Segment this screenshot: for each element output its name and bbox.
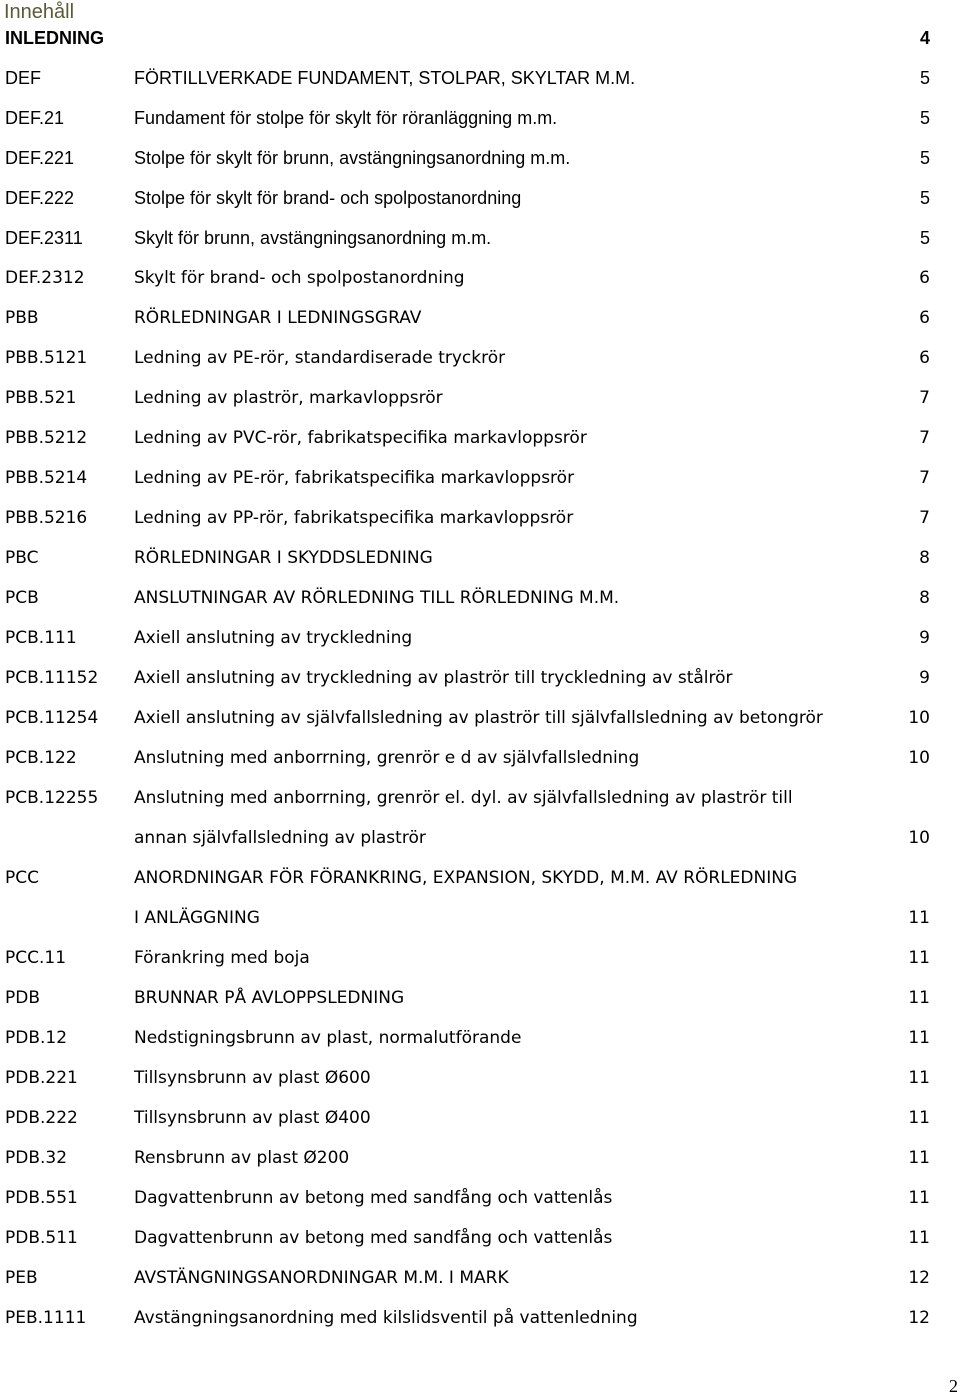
- toc-page: 5: [919, 188, 930, 208]
- toc-row[interactable]: [0, 66, 960, 90]
- toc-row[interactable]: [0, 866, 960, 890]
- toc-row[interactable]: [0, 626, 960, 650]
- toc-row[interactable]: [0, 346, 960, 370]
- toc-page: 11: [908, 1108, 930, 1128]
- toc-page: 5: [919, 68, 930, 88]
- toc-row[interactable]: [0, 386, 960, 410]
- toc-page: 11: [908, 1028, 930, 1048]
- toc-title: AVSTÄNGNINGSANORDNINGAR M.M. I MARK: [134, 1268, 509, 1288]
- toc-title: Skylt för brunn, avstängningsanordning m.m.: [134, 228, 492, 248]
- toc-code: PDB.551: [5, 1188, 78, 1208]
- toc-code: PCB: [5, 588, 39, 608]
- toc-code: PEB.1111: [5, 1308, 87, 1328]
- toc-code: DEF.21: [5, 108, 65, 128]
- toc-title: BRUNNAR PÅ AVLOPPSLEDNING: [134, 988, 405, 1008]
- toc-title: Tillsynsbrunn av plast Ø600: [134, 1068, 371, 1088]
- toc-page: 6: [919, 268, 930, 288]
- toc-title: Axiell anslutning av självfallsledning av plaströr till självfallsledning av betongrör: [134, 708, 823, 728]
- toc-row[interactable]: [0, 26, 960, 50]
- toc-page: 7: [919, 508, 930, 528]
- toc-code: DEF.221: [5, 148, 75, 168]
- toc-row[interactable]: [0, 426, 960, 450]
- toc-code: PBB.5121: [5, 348, 88, 368]
- toc-row[interactable]: [0, 986, 960, 1010]
- toc-row[interactable]: [0, 1146, 960, 1170]
- toc-title: Fundament för stolpe för skylt för röranläggning m.m.: [134, 108, 558, 128]
- toc-page: 11: [908, 948, 930, 968]
- toc-row[interactable]: [0, 666, 960, 690]
- toc-row[interactable]: [0, 1066, 960, 1090]
- toc-page: 4: [919, 28, 930, 48]
- toc-title: I ANLÄGGNING: [134, 908, 260, 928]
- toc-page: 9: [919, 668, 930, 688]
- toc-code: PCB.12255: [5, 788, 99, 808]
- toc-page: 11: [908, 1068, 930, 1088]
- toc-row[interactable]: [0, 1186, 960, 1210]
- toc-row[interactable]: [0, 706, 960, 730]
- toc-row-continuation[interactable]: [0, 826, 960, 850]
- toc-title: Axiell anslutning av tryckledning av plaströr till tryckledning av stålrör: [134, 668, 733, 688]
- toc-code: PEB: [5, 1268, 38, 1288]
- toc-code: PBB.5214: [5, 468, 88, 488]
- toc-title: ANSLUTNINGAR AV RÖRLEDNING TILL RÖRLEDNING M.M.: [134, 588, 620, 608]
- toc-title: Ledning av PVC-rör, fabrikatspecifika markavloppsrör: [134, 428, 587, 448]
- toc-page: 9: [919, 628, 930, 648]
- toc-title: ANORDNINGAR FÖR FÖRANKRING, EXPANSION, SKYDD, M.M. AV RÖRLEDNING: [134, 868, 798, 888]
- toc-code: PBB.5212: [5, 428, 88, 448]
- toc-code: PCC: [5, 868, 39, 888]
- toc-row-continuation[interactable]: [0, 906, 960, 930]
- toc-row[interactable]: [0, 266, 960, 290]
- toc-row[interactable]: [0, 1026, 960, 1050]
- toc-page: 11: [908, 908, 930, 928]
- toc-row[interactable]: [0, 1266, 960, 1290]
- toc-title: Dagvattenbrunn av betong med sandfång och vattenlås: [134, 1188, 613, 1208]
- toc-page: 7: [919, 428, 930, 448]
- toc-title: Stolpe för skylt för brand- och spolpostanordning: [134, 188, 522, 208]
- toc-title: Stolpe för skylt för brunn, avstängningsanordning m.m.: [134, 148, 571, 168]
- toc-code: PDB.222: [5, 1108, 78, 1128]
- toc-title: annan självfallsledning av plaströr: [134, 828, 426, 848]
- toc-row[interactable]: [0, 146, 960, 170]
- toc-page: 7: [919, 388, 930, 408]
- toc-title: Avstängningsanordning med kilslidsventil på vattenledning: [134, 1308, 638, 1328]
- toc-title: Dagvattenbrunn av betong med sandfång och vattenlås: [134, 1228, 613, 1248]
- toc-title: Anslutning med anborrning, grenrör e d av självfallsledning: [134, 748, 640, 768]
- toc-page: 12: [908, 1308, 930, 1328]
- toc-title: RÖRLEDNINGAR I LEDNINGSGRAV: [134, 308, 422, 328]
- toc-code: PDB: [5, 988, 41, 1008]
- toc-code: PBB: [5, 308, 39, 328]
- toc-code: PCB.111: [5, 628, 77, 648]
- toc-code: PBB.521: [5, 388, 77, 408]
- toc-title: Ledning av plaströr, markavloppsrör: [134, 388, 443, 408]
- toc-code: PCC.11: [5, 948, 67, 968]
- toc-page: 11: [908, 988, 930, 1008]
- toc-code: DEF.2311: [5, 228, 83, 248]
- toc-code: PBB.5216: [5, 508, 88, 528]
- toc-code: DEF.2312: [5, 268, 85, 288]
- toc-page: 10: [908, 828, 930, 848]
- toc-page: 12: [908, 1268, 930, 1288]
- toc-row[interactable]: [0, 1306, 960, 1330]
- toc-code: PDB.511: [5, 1228, 78, 1248]
- toc-code: INLEDNING: [5, 28, 104, 48]
- toc-code: PDB.32: [5, 1148, 68, 1168]
- toc-page: 11: [908, 1148, 930, 1168]
- toc-row[interactable]: [0, 546, 960, 570]
- toc-page: 10: [908, 748, 930, 768]
- toc-title: Ledning av PE-rör, fabrikatspecifika markavloppsrör: [134, 468, 575, 488]
- toc-code: DEF.222: [5, 188, 75, 208]
- toc-page: 7: [919, 468, 930, 488]
- toc-row[interactable]: [0, 186, 960, 210]
- toc-code: PBC: [5, 548, 39, 568]
- toc-row[interactable]: [0, 946, 960, 970]
- toc-title: Tillsynsbrunn av plast Ø400: [134, 1108, 371, 1128]
- toc-title: Skylt för brand- och spolpostanordning: [134, 268, 465, 288]
- toc-row[interactable]: [0, 226, 960, 250]
- toc-title: Ledning av PP-rör, fabrikatspecifika markavloppsrör: [134, 508, 574, 528]
- toc-row[interactable]: [0, 1106, 960, 1130]
- toc-row[interactable]: [0, 506, 960, 530]
- toc-page: 8: [919, 548, 930, 568]
- toc-code: DEF: [5, 68, 41, 88]
- toc-title: Ledning av PE-rör, standardiserade tryckrör: [134, 348, 506, 368]
- toc-row[interactable]: [0, 466, 960, 490]
- toc-page: 8: [919, 588, 930, 608]
- toc-row[interactable]: [0, 746, 960, 770]
- toc-title: Nedstigningsbrunn av plast, normalutförande: [134, 1028, 522, 1048]
- toc-title: Anslutning med anborrning, grenrör el. dyl. av självfallsledning av plaströr till: [134, 788, 793, 808]
- toc-code: PCB.11152: [5, 668, 99, 688]
- toc-row[interactable]: [0, 106, 960, 130]
- toc-page: 5: [919, 148, 930, 168]
- toc-title: Förankring med boja: [134, 948, 310, 968]
- toc-heading: Innehåll: [4, 1, 75, 23]
- toc-code: PDB.12: [5, 1028, 68, 1048]
- toc-page: 5: [919, 228, 930, 248]
- toc-row[interactable]: [0, 1226, 960, 1250]
- toc-row[interactable]: [0, 586, 960, 610]
- toc-code: PCB.11254: [5, 708, 99, 728]
- toc-title: Axiell anslutning av tryckledning: [134, 628, 413, 648]
- page-number: 2: [949, 1376, 958, 1396]
- toc-row[interactable]: [0, 786, 960, 810]
- toc-page: 5: [919, 108, 930, 128]
- toc-page: 10: [908, 708, 930, 728]
- toc-title: RÖRLEDNINGAR I SKYDDSLEDNING: [134, 548, 433, 568]
- toc-page: 6: [919, 308, 930, 328]
- toc-title: Rensbrunn av plast Ø200: [134, 1148, 350, 1168]
- toc-code: PCB.122: [5, 748, 77, 768]
- toc-code: PDB.221: [5, 1068, 78, 1088]
- toc-row[interactable]: [0, 306, 960, 330]
- toc-page: 11: [908, 1228, 930, 1248]
- toc-page: 11: [908, 1188, 930, 1208]
- toc-title: FÖRTILLVERKADE FUNDAMENT, STOLPAR, SKYLTAR M.M.: [134, 68, 636, 88]
- toc-page: 6: [919, 348, 930, 368]
